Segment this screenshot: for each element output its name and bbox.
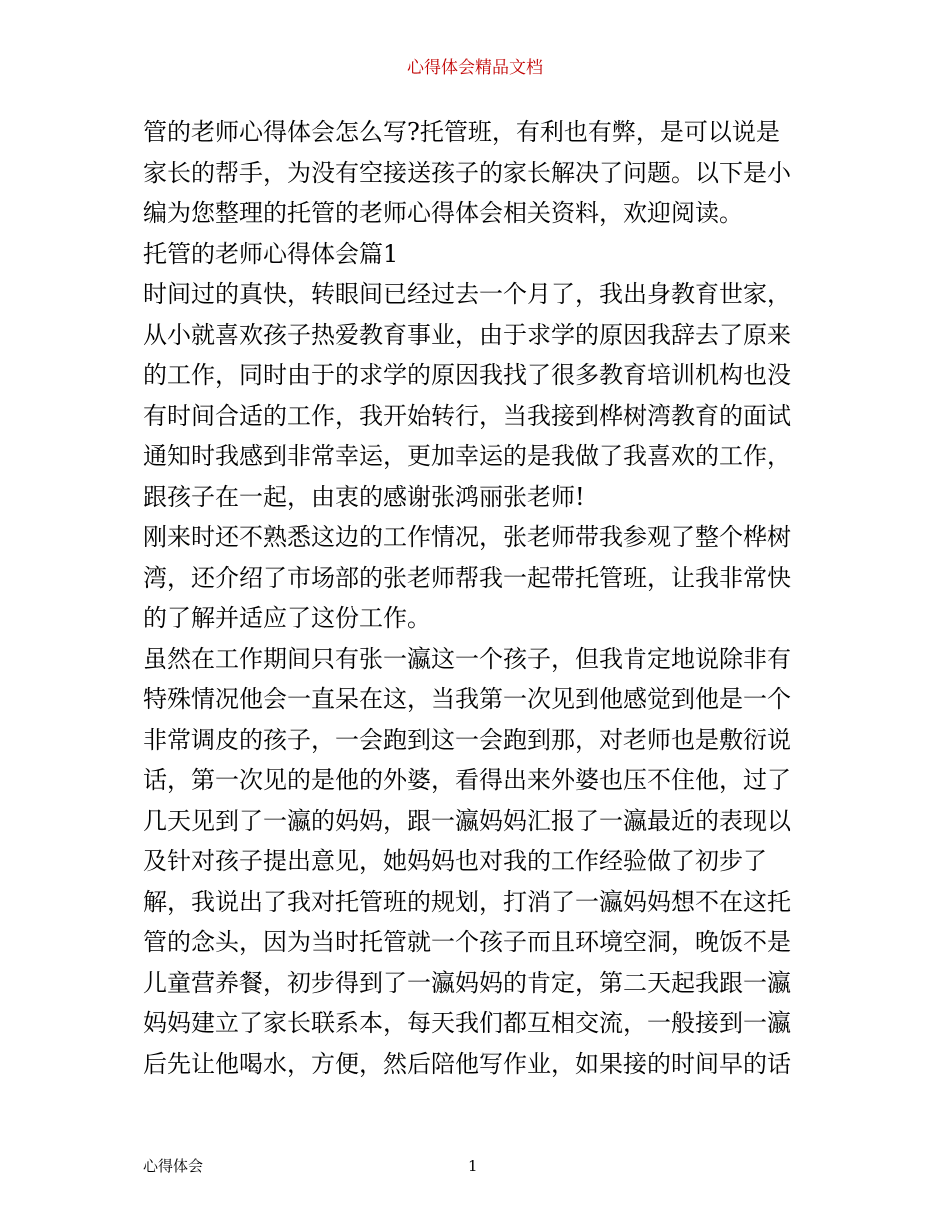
text-line: 几天见到了一瀛的妈妈，跟一瀛妈妈汇报了一瀛最近的表现以	[143, 806, 791, 835]
section-heading: 托管的老师心得体会篇1	[143, 239, 399, 268]
page-number: 1	[468, 1157, 478, 1175]
text-line: 非常调皮的孩子，一会跑到这一会跑到那，对老师也是敷衍说	[143, 725, 791, 754]
text-line: 特殊情况他会一直呆在这，当我第一次见到他感觉到他是一个	[143, 685, 791, 713]
text-line: 刚来时还不熟悉这边的工作情况，张老师带我参观了整个桦树	[143, 523, 791, 551]
text-line: 妈妈建立了家长联系本，每天我们都互相交流，一般接到一瀛	[143, 1009, 791, 1037]
text-line: 编为您整理的托管的老师心得体会相关资料，欢迎阅读。	[143, 199, 743, 227]
text-line: 儿童营养餐，初步得到了一瀛妈妈的肯定，第二天起我跟一瀛	[143, 968, 791, 997]
text-line: 的了解并适应了这份工作。	[143, 604, 431, 632]
text-line: 话，第一次见的是他的外婆，看得出来外婆也压不住他，过了	[143, 766, 791, 794]
text-line: 有时间合适的工作，我开始转行，当我接到桦树湾教育的面试	[143, 401, 791, 430]
text-line: 解，我说出了我对托管班的规划，打消了一瀛妈妈想不在这托	[143, 887, 791, 916]
text-line: 家长的帮手，为没有空接送孩子的家长解决了问题。以下是小	[143, 158, 791, 187]
footer-label: 心得体会	[143, 1157, 204, 1175]
text-line: 湾，还介绍了市场部的张老师帮我一起带托管班，让我非常快	[143, 563, 791, 592]
text-line: 管的念头，因为当时托管就一个孩子而且环境空洞，晚饭不是	[143, 928, 791, 956]
text-line: 时间过的真快，转眼间已经过去一个月了，我出身教育世家，	[143, 280, 791, 308]
text-line: 从小就喜欢孩子热爱教育事业，由于求学的原因我辞去了原来	[143, 320, 791, 349]
text-line: 的工作，同时由于的求学的原因我找了很多教育培训机构也没	[143, 361, 791, 389]
document-body	[143, 112, 823, 1084]
text-line: 通知时我感到非常幸运，更加幸运的是我做了我喜欢的工作，	[143, 442, 791, 470]
text-line: 及针对孩子提出意见，她妈妈也对我的工作经验做了初步了	[143, 847, 767, 875]
text-line: 管的老师心得体会怎么写?托管班，有利也有弊，是可以说是	[143, 118, 780, 146]
text-line: 虽然在工作期间只有张一瀛这一个孩子，但我肯定地说除非有	[143, 644, 791, 673]
page-header: 心得体会精品文档	[407, 58, 543, 78]
text-line: 后先让他喝水，方便，然后陪他写作业，如果接的时间早的话	[143, 1049, 791, 1078]
body-paragraph	[143, 112, 823, 1084]
text-line: 跟孩子在一起，由衷的感谢张鸿丽张老师!	[143, 482, 585, 511]
